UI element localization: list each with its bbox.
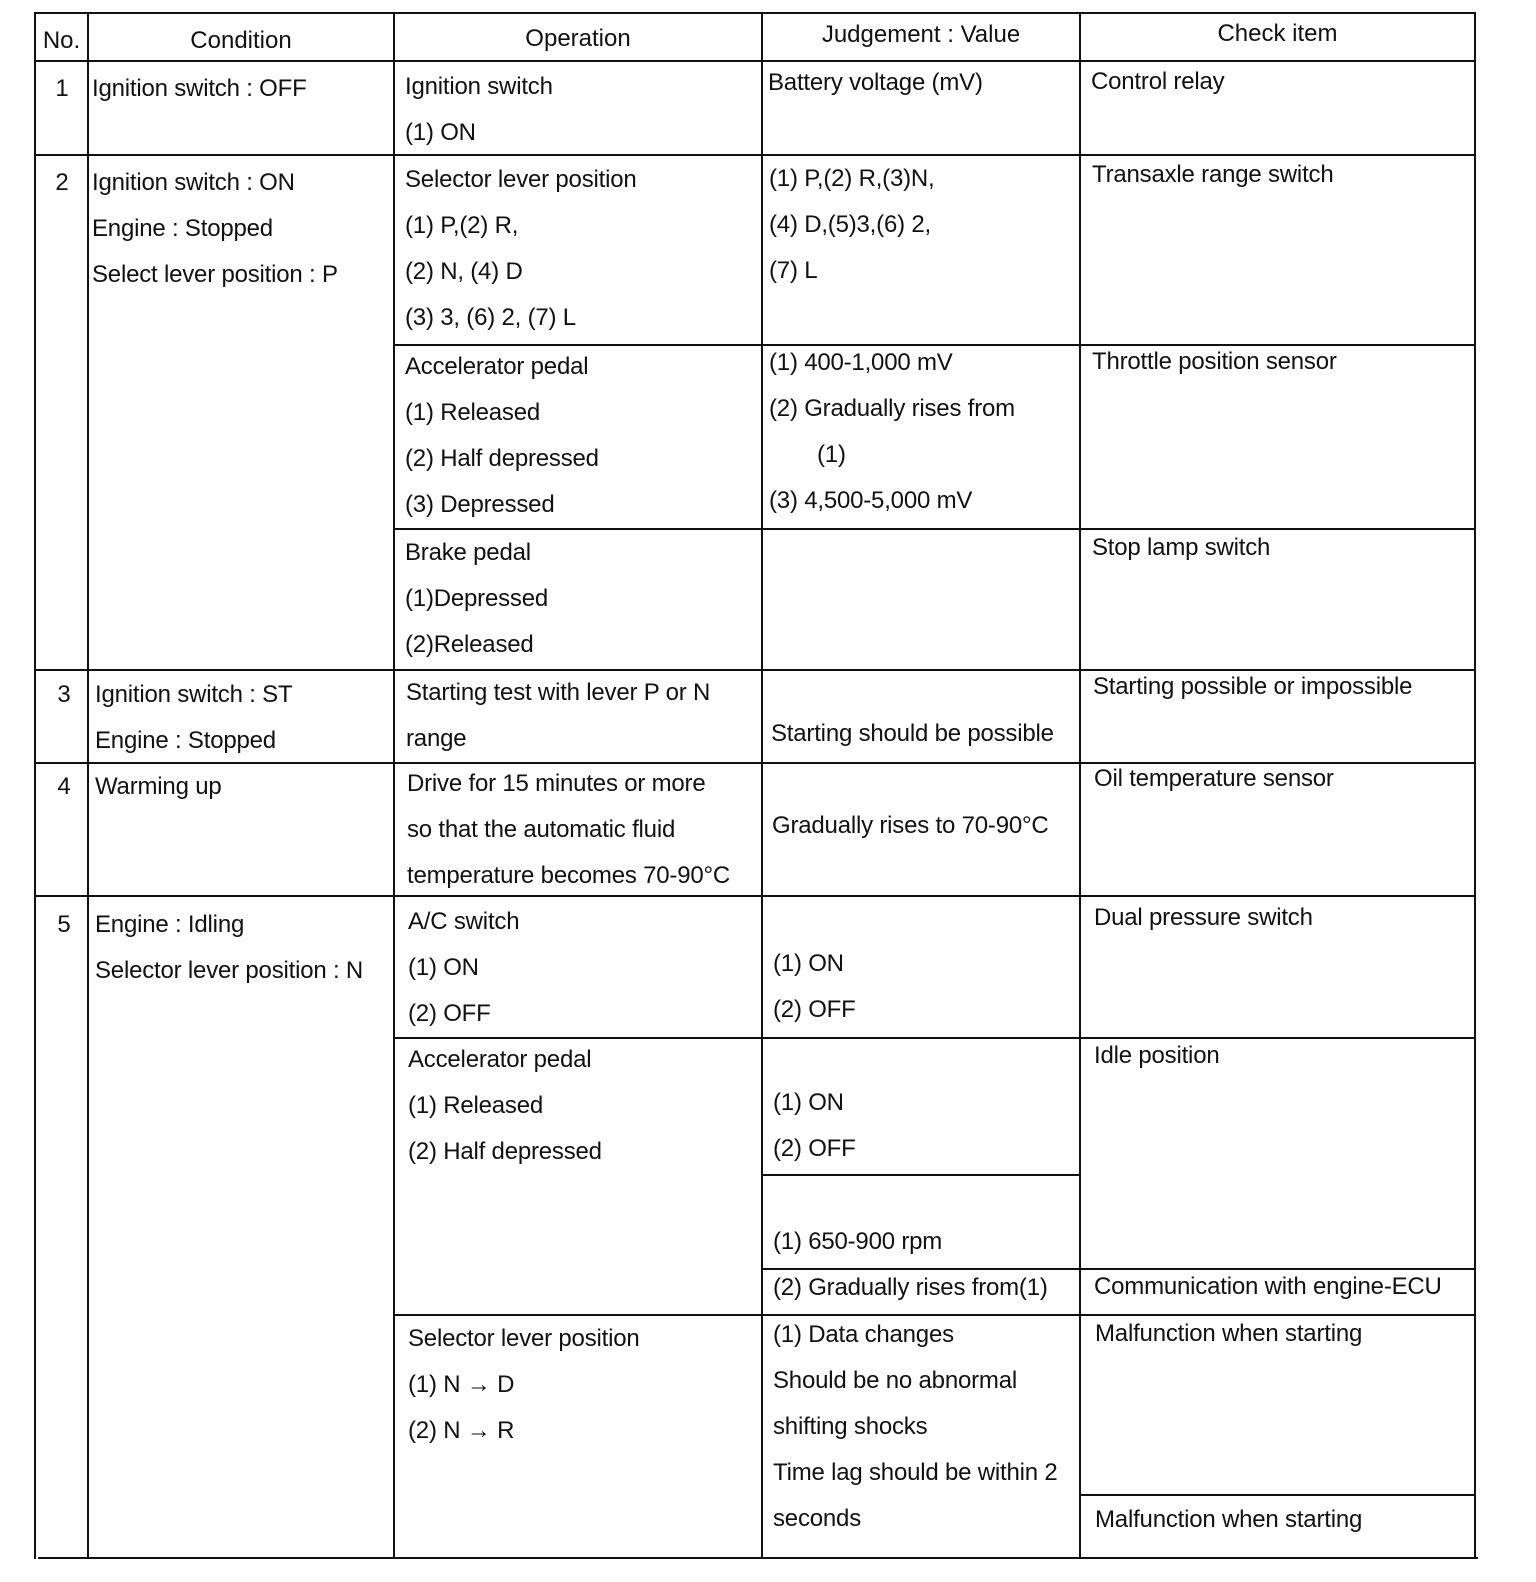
check-item-line: Malfunction when starting — [1095, 1320, 1363, 1347]
header-judgement: Judgement : Value — [821, 21, 1021, 48]
condition-line: Engine : Stopped — [92, 215, 273, 242]
row-5a-operation — [408, 899, 519, 1037]
judgement-sep-5a — [761, 1174, 1081, 1176]
condition-line: Selector lever position : N — [95, 957, 364, 984]
judgement-line: (2) OFF — [773, 1135, 856, 1162]
row-2c-operation — [405, 530, 548, 668]
check-item-line: Oil temperature sensor — [1094, 765, 1334, 792]
check-item-line: Stop lamp switch — [1092, 534, 1271, 561]
operation-line: Starting test with lever P or N — [406, 679, 711, 706]
check-item-line: Dual pressure switch — [1094, 904, 1313, 931]
row-4-no: 4 — [57, 773, 71, 800]
row-5b-judgement-a — [773, 1080, 856, 1172]
row-5b-judgement-c — [773, 1265, 1048, 1311]
operation-line: Accelerator pedal — [405, 353, 589, 380]
judgement-line: (7) L — [769, 257, 818, 284]
operation-line: (3) 3, (6) 2, (7) L — [405, 304, 576, 331]
operation-line: A/C switch — [408, 908, 520, 935]
check-item-line: Communication with engine-ECU — [1094, 1273, 1442, 1300]
header-no: No. — [42, 27, 81, 54]
row-2b-judgement — [769, 340, 1015, 524]
table-border-bottom — [38, 1557, 1478, 1559]
row-2a-check-item — [1092, 152, 1333, 198]
table-border-left — [34, 12, 36, 1559]
condition-line: Engine : Idling — [95, 911, 245, 938]
row-2a-operation — [405, 157, 637, 341]
row-4-judgement — [772, 803, 1049, 849]
condition-line: Ignition switch : OFF — [92, 75, 307, 102]
operation-line: temperature becomes 70-90°C — [407, 862, 731, 889]
row-3-judgement — [771, 711, 1054, 757]
check-item-line: Throttle position sensor — [1092, 348, 1337, 375]
condition-line: Select lever position : P — [92, 261, 338, 288]
row-5a-judgement — [773, 941, 856, 1033]
operation-line: (1) ON — [405, 119, 476, 146]
row-5b-check-item-a — [1094, 1033, 1220, 1079]
operation-line: Ignition switch — [405, 73, 553, 100]
operation-line: range — [406, 725, 467, 752]
judgement-line: Should be no abnormal — [773, 1367, 1017, 1394]
row-1-condition — [92, 66, 307, 112]
row-sep-header — [34, 60, 1476, 62]
operation-line: (2) N, (4) D — [405, 258, 523, 285]
operation-line: (2) N → R — [408, 1417, 515, 1444]
row-5c-operation — [408, 1316, 640, 1454]
judgement-line: (3) 4,500-5,000 mV — [769, 487, 973, 514]
operation-line: (1) Released — [408, 1092, 544, 1119]
row-4-condition — [95, 764, 222, 810]
operation-line: (2) Half depressed — [405, 445, 599, 472]
operation-line: (3) Depressed — [405, 491, 555, 518]
checkitem-sep-5c — [1079, 1494, 1476, 1496]
operation-line: Drive for 15 minutes or more — [407, 770, 706, 797]
col-sep-condition — [393, 12, 395, 1559]
judgement-line: (2) Gradually rises from — [769, 395, 1015, 422]
row-5b-operation — [408, 1037, 602, 1175]
judgement-line: shifting shocks — [773, 1413, 928, 1440]
table-border-top — [34, 12, 1476, 14]
judgement-line: (4) D,(5)3,(6) 2, — [769, 211, 931, 238]
row-4-operation — [407, 761, 730, 899]
judgement-line: (1) P,(2) R,(3)N, — [769, 165, 935, 192]
operation-line: Selector lever position — [408, 1325, 640, 1352]
operation-line: Accelerator pedal — [408, 1046, 592, 1073]
subrow-sep-2b — [393, 528, 1476, 530]
operation-line: (1) P,(2) R, — [405, 212, 519, 239]
row-2a-judgement — [769, 156, 935, 294]
row-5b-judgement-b — [773, 1219, 942, 1265]
check-item-line: Starting possible or impossible — [1093, 673, 1413, 700]
condition-line: Engine : Stopped — [95, 727, 276, 754]
row-3-condition — [95, 672, 292, 764]
operation-line: Brake pedal — [405, 539, 531, 566]
judgement-line: seconds — [773, 1505, 861, 1532]
header-operation: Operation — [525, 25, 631, 52]
judgement-line: Starting should be possible — [771, 720, 1054, 747]
judgement-line: (1) — [817, 441, 846, 468]
row-5b-check-item-b — [1094, 1264, 1442, 1310]
operation-line: (1) ON — [408, 954, 479, 981]
row-1-operation — [405, 64, 553, 156]
operation-line: (2) OFF — [408, 1000, 491, 1027]
table-border-right — [1474, 12, 1476, 1559]
condition-line: Ignition switch : ST — [95, 681, 293, 708]
operation-line: (2) Half depressed — [408, 1138, 602, 1165]
judgement-line: (1) 400-1,000 mV — [769, 349, 953, 376]
row-5c-check-item-b — [1095, 1497, 1362, 1543]
row-2-no: 2 — [55, 169, 69, 196]
check-item-line: Idle position — [1094, 1042, 1220, 1069]
check-item-line: Malfunction when starting — [1095, 1506, 1363, 1533]
operation-line: (1) Released — [405, 399, 541, 426]
judgement-line: (1) ON — [773, 1089, 844, 1116]
row-3-operation — [406, 670, 710, 762]
check-item-line: Control relay — [1091, 68, 1225, 95]
judgement-line: (2) OFF — [773, 996, 856, 1023]
condition-line: Warming up — [95, 773, 222, 800]
judgement-line: Time lag should be within 2 — [773, 1459, 1058, 1486]
row-1-judgement — [768, 60, 983, 106]
operation-line: Selector lever position — [405, 166, 637, 193]
col-sep-judgement — [1079, 12, 1081, 1559]
row-5a-check-item — [1094, 895, 1313, 941]
judgement-line: (1) Data changes — [773, 1321, 954, 1348]
row-2-condition — [92, 160, 338, 298]
operation-line: (2)Released — [405, 631, 534, 658]
row-2c-check-item — [1092, 525, 1270, 571]
row-1-check-item — [1091, 59, 1224, 105]
row-2b-operation — [405, 344, 599, 528]
judgement-line: (1) ON — [773, 950, 844, 977]
header-check-item: Check item — [1217, 20, 1338, 47]
row-3-no: 3 — [57, 681, 71, 708]
row-1-no: 1 — [55, 75, 69, 102]
operation-line: so that the automatic fluid — [407, 816, 676, 843]
condition-line: Ignition switch : ON — [92, 169, 295, 196]
row-5-condition — [95, 902, 363, 994]
operation-line: (1) N → D — [408, 1371, 515, 1398]
judgement-line: Battery voltage (mV) — [768, 69, 983, 96]
row-3-check-item — [1093, 664, 1412, 710]
check-item-line: Transaxle range switch — [1092, 161, 1334, 188]
judgement-line: (2) Gradually rises from(1) — [773, 1274, 1048, 1301]
row-5c-check-item-a — [1095, 1311, 1362, 1357]
row-2b-check-item — [1092, 339, 1337, 385]
header-condition: Condition — [190, 27, 292, 54]
judgement-line: Gradually rises to 70-90°C — [772, 812, 1049, 839]
row-5-no: 5 — [57, 911, 71, 938]
row-5c-judgement — [773, 1312, 1058, 1542]
judgement-line: (1) 650-900 rpm — [773, 1228, 943, 1255]
row-4-check-item — [1094, 756, 1334, 802]
operation-line: (1)Depressed — [405, 585, 548, 612]
col-sep-operation — [761, 12, 763, 1559]
